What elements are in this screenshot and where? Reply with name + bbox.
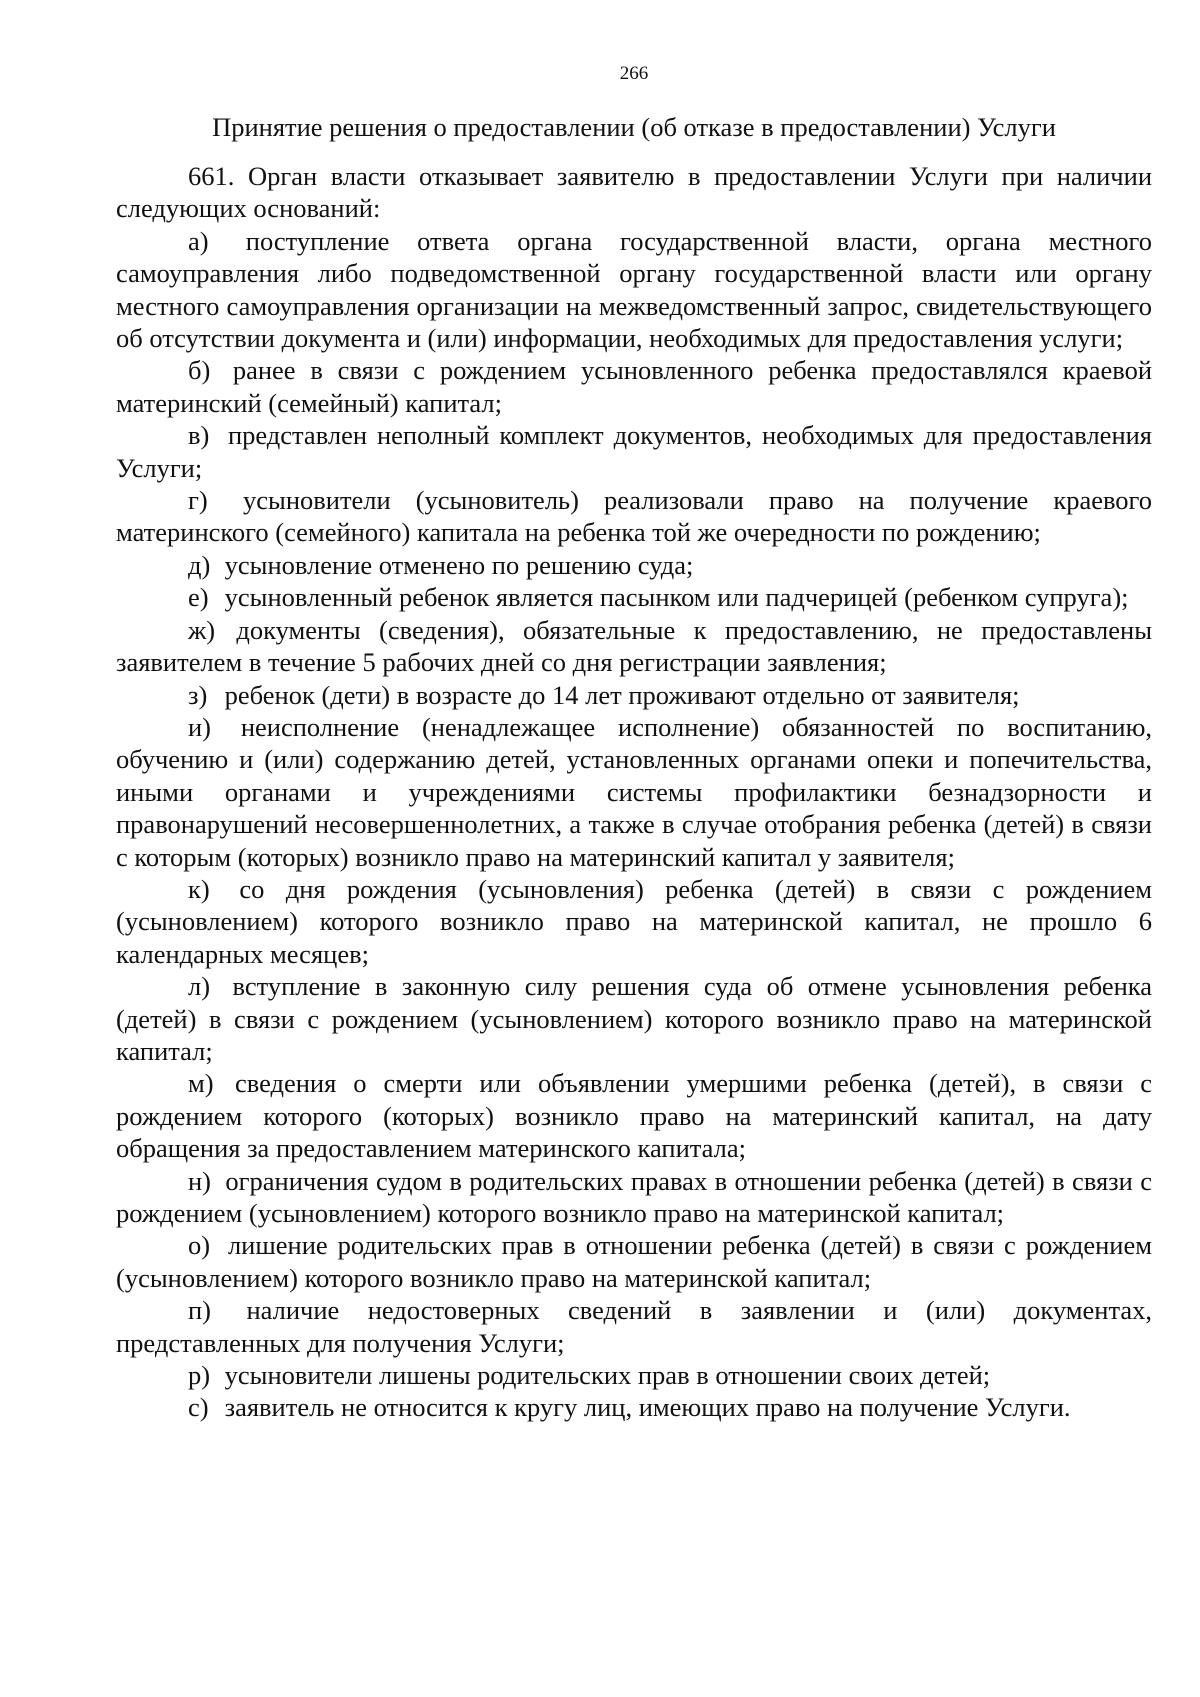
list-item-marker: п)	[188, 1295, 212, 1326]
list-item-text: усыновители лишены родительских прав в отношении своих детей;	[224, 1360, 991, 1391]
list-item	[116, 1359, 1152, 1391]
list-item-text: ребенок (дети) в возрасте до 14 лет проживают отдельно от заявителя;	[224, 679, 1020, 710]
list-item-marker: о)	[188, 1230, 211, 1261]
list-item-marker: и)	[188, 711, 212, 742]
list-item-text: неисполнение (ненадлежащее исполнение) обязанностей по воспитанию, обучению и (или) содержанию детей, установленных органами опеки и попечительства, иными органами и учреждениями системы профилактики безнадзорности и правонарушений несовершеннолетних, а также в случае отобрания ребенка (детей) в связи с которым (которых) возникло право на материнский капитал у заявителя;	[116, 711, 1153, 872]
list-item	[116, 1165, 1152, 1230]
list-item	[116, 970, 1152, 1067]
list-item-marker: д)	[188, 549, 211, 580]
grounds-list	[116, 225, 1152, 1424]
list-item-text: ограничения судом в родительских правах в отношении ребенка (детей) в связи с рождением (усыновлением) которого возникло право на материнской капитал;	[116, 1165, 1152, 1228]
list-item-marker: л)	[188, 971, 211, 1002]
list-item	[116, 873, 1152, 970]
list-item	[116, 1391, 1152, 1423]
list-item-text: усыновление отменено по решению суда;	[224, 549, 694, 580]
list-item	[116, 614, 1152, 679]
list-item-text: вступление в законную силу решения суда об отмене усыновления ребенка (детей) в связи с рождением (усыновлением) которого возникло право на материнской капитал;	[116, 971, 1152, 1066]
list-item-marker: з)	[188, 679, 208, 710]
list-item-text: усыновленный ребенок является пасынком или падчерицей (ребенком супруга);	[224, 582, 1129, 613]
list-item	[116, 1067, 1152, 1164]
list-item-text: наличие недостоверных сведений в заявлении и (или) документах, представленных для получения Услуги;	[116, 1295, 1152, 1358]
page-number: 266	[619, 63, 649, 84]
list-item-marker: с)	[188, 1392, 209, 1423]
list-item-text: документы (сведения), обязательные к предоставлению, не предоставлены заявителем в течение 5 рабочих дней со дня регистрации заявления;	[116, 614, 1152, 678]
list-item-marker: е)	[188, 582, 209, 613]
list-item	[116, 679, 1152, 711]
list-item-text: сведения о смерти или объявлении умершими ребенка (детей), в связи с рождением которого (которых) возникло право на материнский капитал, на дату обращения за предоставлением материнского капитала;	[116, 1068, 1152, 1164]
list-item-marker: г)	[188, 485, 208, 516]
list-item-marker: а)	[188, 225, 209, 256]
document-page	[116, 62, 1152, 1424]
list-item	[116, 225, 1152, 355]
intro-paragraph: 661. Орган власти отказывает заявителю в предоставлении Услуги при наличии следующих оснований:	[116, 161, 1152, 224]
list-item-text: заявитель не относится к кругу лиц, имеющих право на получение Услуги.	[224, 1392, 1071, 1423]
list-item-marker: м)	[188, 1068, 214, 1099]
list-item	[116, 1294, 1152, 1359]
list-item-marker: н)	[188, 1165, 212, 1196]
list-item-text: лишение родительских прав в отношении ребенка (детей) в связи с рождением (усыновлением) которого возникло право на материнской капитал;	[116, 1230, 1152, 1293]
list-item	[116, 484, 1152, 549]
list-item-marker: в)	[188, 420, 210, 451]
list-item-text: со дня рождения (усыновления) ребенка (детей) в связи с рождением (усыновлением) которого возникло право на материнской капитал, не прошло 6 календарных месяцев;	[116, 873, 1153, 969]
list-item	[116, 549, 1152, 581]
list-item	[116, 1229, 1152, 1294]
section-heading: Принятие решения о предоставлении (об отказе в предоставлении) Услуги	[212, 112, 1056, 142]
list-item-marker: р)	[188, 1360, 211, 1391]
list-item-text: поступление ответа органа государственной власти, органа местного самоуправления либо подведомственной органу государственной власти или органу местного самоуправления организации на межведомственный запрос, свидетельствующего об отсутствии документа и (или) информации, необходимых для предоставления услуги;	[116, 225, 1152, 354]
list-item-text: усыновители (усыновитель) реализовали право на получение краевого материнского (семейного) капитала на ребенка той же очередности по рождению;	[116, 485, 1153, 548]
list-item-marker: ж)	[188, 614, 216, 645]
list-item	[116, 711, 1152, 873]
list-item-text: ранее в связи с рождением усыновленного ребенка предоставлялся краевой материнский (семейный) капитал;	[116, 355, 1153, 418]
list-item	[116, 354, 1152, 419]
list-item	[116, 581, 1152, 613]
list-item-marker: к)	[188, 873, 210, 904]
list-item	[116, 419, 1152, 484]
list-item-text: представлен неполный комплект документов, необходимых для предоставления Услуги;	[116, 420, 1152, 483]
list-item-marker: б)	[188, 355, 211, 386]
